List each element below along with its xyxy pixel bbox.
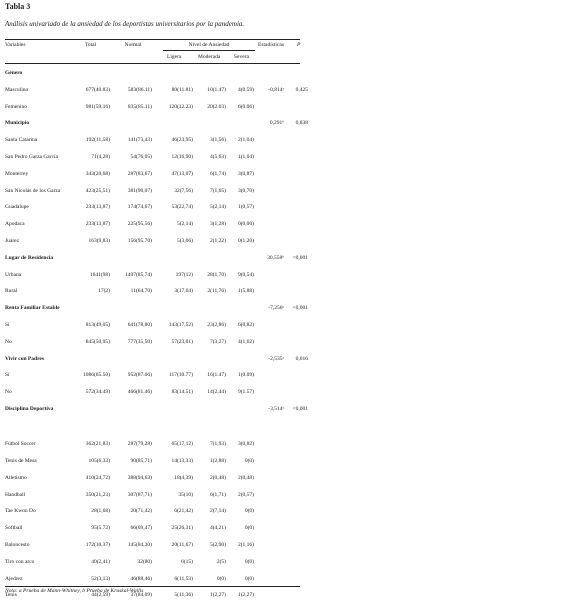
- row-total-4: 192(11,58): [85, 137, 110, 144]
- row-ligera-29: 6(15): [181, 558, 193, 565]
- row-severa-4: 2(1,04): [237, 137, 254, 144]
- row-total-2: 981(59.16): [85, 103, 110, 110]
- row-total-8: 233(13,87): [85, 204, 110, 211]
- row-normal-15: 641(78,80): [127, 322, 152, 328]
- row-severa-27: 0(0): [244, 525, 254, 532]
- row-ligera-28: 20(11,67): [171, 542, 193, 549]
- row-normal-7: 381(90,07): [127, 187, 152, 194]
- row-severa-15: 6(0,82): [237, 322, 254, 328]
- row-total-27: 95(5.72): [91, 525, 110, 532]
- row-moderada-22: 7(1,93): [209, 441, 226, 448]
- row-ligera-1: 80(11.81): [171, 86, 193, 93]
- row-normal-16: 777(35,50): [127, 338, 152, 345]
- row-ligera-4: 46(23,95): [171, 137, 193, 144]
- row-ligera-8: 53(22,74): [171, 204, 193, 211]
- group-stat-17: -2,535ᵃ: [268, 355, 284, 362]
- row-label-13: Rural: [5, 288, 18, 295]
- row-moderada-2: 20(2.03): [207, 103, 226, 110]
- row-p-1: 0,425: [295, 86, 308, 93]
- row-ligera-18: 117(10.77): [168, 372, 193, 379]
- row-stat-1: -0,814ᵃ: [268, 86, 284, 93]
- group-label-11: Lugar de Residencia: [5, 254, 54, 261]
- row-label-25: Handball: [5, 491, 26, 498]
- row-severa-25: 2(0,57): [237, 491, 254, 498]
- row-total-25: 350(21,23): [85, 491, 110, 498]
- row-severa-30: 0(0): [244, 575, 254, 582]
- row-label-28: Baloncesto: [5, 542, 30, 549]
- row-ligera-2: 120(12.23): [168, 103, 193, 110]
- row-normal-28: 145(84,30): [127, 542, 152, 549]
- row-normal-2: 835(85.11): [127, 103, 152, 110]
- row-label-10: Juárez: [5, 238, 20, 244]
- row-moderada-10: 2(1,22): [209, 238, 226, 244]
- row-severa-29: 0(0): [244, 558, 254, 565]
- group-p-11: <0,001: [292, 254, 308, 261]
- row-normal-30: 46(88,46): [130, 575, 152, 582]
- group-label-17: Vivir con Padres: [5, 355, 45, 362]
- row-severa-1: 4(0.59): [237, 86, 254, 93]
- table-caption: Análisis univariado de la ansiedad de los deportistas universitarios por la pandemia.: [5, 20, 245, 28]
- row-total-29: 40(2,41): [91, 558, 110, 565]
- row-normal-6: 287(83,67): [127, 170, 152, 177]
- row-moderada-1: 10(1.47): [207, 86, 226, 93]
- group-label-3: Municipio: [5, 120, 30, 127]
- row-severa-8: 1(0,57): [237, 204, 254, 211]
- row-label-5: San Pedro Garza García: [5, 154, 58, 160]
- group-stat-20: -3,514ᵃ: [268, 406, 284, 412]
- row-severa-26: 0(0): [244, 508, 254, 515]
- header-normal: Normal: [124, 42, 142, 48]
- row-moderada-8: 5(2,14): [209, 204, 226, 211]
- row-label-9: Apodaca: [5, 221, 25, 228]
- row-normal-13: 11(64,70): [130, 288, 152, 295]
- row-normal-24: 388(94,63): [127, 474, 152, 481]
- nivel-rule: [163, 50, 255, 51]
- row-normal-8: 174(74,67): [127, 204, 152, 211]
- row-severa-31: 1(2,27): [237, 592, 254, 599]
- row-severa-13: 1(5,88): [237, 288, 254, 295]
- row-total-15: 813(49,05): [85, 322, 110, 328]
- row-severa-19: 9(1.57): [237, 389, 254, 396]
- top-rule: [5, 39, 300, 40]
- row-severa-16: 4(1,62): [237, 338, 254, 345]
- group-p-20: <0,001: [292, 406, 308, 412]
- row-normal-26: 20(71,42): [130, 508, 152, 515]
- row-normal-10: 156(95.70): [127, 238, 152, 244]
- row-total-23: 105(6,33): [88, 458, 110, 465]
- bottom-rule: [5, 586, 300, 587]
- table-label: Tabla 3: [5, 2, 31, 11]
- row-ligera-7: 32(7,56): [174, 187, 193, 194]
- row-total-6: 343(20,68): [85, 170, 110, 177]
- row-total-26: 28(1,68): [91, 508, 110, 515]
- row-severa-28: 2(1,16): [237, 542, 254, 549]
- row-moderada-5: 4(5,63): [209, 154, 226, 160]
- header-total: Total: [84, 42, 97, 48]
- row-moderada-12: 28(1,70): [207, 271, 226, 278]
- row-ligera-13: 3(17,64): [174, 288, 193, 295]
- row-label-1: Masculino: [5, 86, 29, 93]
- header-estadisticas: Estadísticas: [258, 42, 284, 48]
- row-total-18: 1086(65.50): [82, 372, 110, 379]
- row-total-13: 17(2): [98, 288, 110, 295]
- row-moderada-13: 2(11,76): [207, 288, 226, 295]
- row-label-26: Tae Kwon Do: [5, 508, 36, 515]
- row-severa-7: 3(0,70): [237, 187, 254, 194]
- row-severa-24: 2(0,48): [237, 474, 254, 481]
- row-normal-12: 1407(85,74): [124, 271, 152, 278]
- row-label-24: Atletismo: [5, 474, 27, 481]
- group-label-14: Renta Familiar Estable: [5, 305, 60, 312]
- header-moderada: Moderada: [198, 54, 221, 60]
- row-ligera-27: 25(26,31): [171, 525, 193, 532]
- header-ligera: Ligera: [167, 54, 182, 60]
- row-label-27: Softball: [5, 525, 23, 532]
- row-label-19: No: [5, 389, 12, 396]
- group-stat-11: 30,558ᵇ: [267, 254, 284, 261]
- row-severa-23: 0(0): [244, 458, 254, 465]
- header-nivel: Nivel de Ansiedad: [188, 42, 230, 48]
- row-moderada-15: 23(2,86): [207, 322, 226, 328]
- group-p-17: 0,016: [295, 355, 308, 362]
- group-label-0: Género: [5, 70, 23, 76]
- row-label-8: Guadalupe: [5, 204, 29, 211]
- row-ligera-30: 6(11,53): [174, 575, 193, 582]
- row-ligera-6: 47(13,07): [171, 170, 193, 177]
- row-moderada-4: 3(1,56): [209, 137, 226, 144]
- row-moderada-30: 0(0): [216, 575, 226, 582]
- row-ligera-31: 5(11,36): [174, 592, 193, 599]
- row-label-15: Sí: [5, 322, 10, 328]
- row-severa-22: 3(0,82): [237, 441, 254, 448]
- row-normal-19: 466(81.46): [127, 389, 152, 396]
- row-label-29: Tiro con arco: [5, 558, 35, 565]
- row-normal-18: 952(87.66): [127, 372, 152, 379]
- row-label-6: Monterrey: [5, 170, 29, 177]
- row-label-22: Fútbol Soccer: [5, 441, 36, 448]
- row-label-31: Tenis: [5, 592, 17, 599]
- header-severa: Severa: [234, 54, 249, 60]
- row-moderada-9: 3(1,28): [209, 221, 226, 228]
- row-ligera-26: 6(21,42): [174, 508, 193, 515]
- row-label-18: Sí: [5, 372, 10, 379]
- row-severa-5: 1(1,04): [237, 154, 254, 160]
- row-label-4: Santa Catarina: [5, 137, 38, 144]
- group-p-3: 0,838: [295, 120, 308, 127]
- row-moderada-31: 1(2,27): [209, 592, 226, 599]
- header-bottom-rule: [5, 63, 300, 64]
- row-total-9: 233(13,87): [85, 221, 110, 228]
- row-moderada-26: 2(7,14): [209, 508, 226, 515]
- row-total-28: 172(10,37): [85, 542, 110, 549]
- row-normal-4: 141(73,43): [127, 137, 152, 144]
- header-p: P: [297, 42, 301, 48]
- row-moderada-28: 5(2,90): [209, 542, 226, 549]
- row-total-5: 71(4,28): [91, 154, 110, 160]
- row-normal-25: 307(87,71): [127, 491, 152, 498]
- group-p-14: <0,001: [292, 305, 308, 312]
- row-total-30: 52(3,13): [91, 575, 110, 582]
- group-label-20: Disciplina Deportiva: [5, 406, 54, 412]
- row-total-16: 845(50,95): [85, 338, 110, 345]
- row-moderada-24: 2(0,48): [209, 474, 226, 481]
- row-label-23: Tenis de Mesa: [5, 458, 37, 465]
- row-moderada-16: 7(3,27): [209, 338, 226, 345]
- row-label-7: San Nicolás de los Garza: [5, 187, 61, 194]
- row-total-12: 1641(98): [89, 271, 110, 278]
- row-ligera-19: 83(14.51): [171, 389, 193, 396]
- row-ligera-25: 35(10): [178, 491, 193, 498]
- row-normal-27: 66(69,47): [130, 525, 152, 532]
- row-moderada-7: 7(1,65): [209, 187, 226, 194]
- row-severa-6: 3(0,87): [237, 170, 254, 177]
- row-normal-23: 90(85,71): [130, 458, 152, 465]
- row-normal-29: 32(80): [137, 558, 152, 565]
- row-total-19: 572(34.49): [85, 389, 110, 396]
- row-normal-5: 54(76,05): [130, 154, 152, 160]
- row-severa-12: 9(0,54): [237, 271, 254, 278]
- row-severa-10: 0(1,20): [237, 238, 254, 244]
- row-moderada-29: 2(5): [216, 558, 226, 565]
- row-normal-31: 37(84,09): [130, 592, 152, 599]
- row-moderada-6: 6(1,74): [209, 170, 226, 177]
- row-ligera-23: 14(13,33): [171, 458, 193, 465]
- table-note: Nota: a Prueba de Mann-Whitney, b Prueba de Kruskal-Wallis: [5, 588, 144, 594]
- row-total-31: 44(2,59): [91, 592, 110, 599]
- row-ligera-22: 65(17,12): [171, 441, 193, 448]
- row-moderada-18: 16(1.47): [207, 372, 226, 379]
- row-ligera-9: 5(2,14): [176, 221, 193, 228]
- row-severa-18: 1(0.09): [237, 372, 254, 379]
- row-ligera-12: 197(12): [175, 271, 193, 278]
- row-moderada-25: 6(1,71): [209, 491, 226, 498]
- row-label-12: Urbana: [5, 271, 22, 278]
- row-ligera-10: 5(3,06): [176, 238, 193, 244]
- row-total-7: 423(25,51): [85, 187, 110, 194]
- row-total-1: 677(40.83): [85, 86, 110, 93]
- row-severa-2: 6(0.06): [237, 103, 254, 110]
- row-label-30: Ajedrez: [5, 575, 23, 582]
- row-normal-22: 287(79,28): [127, 441, 152, 448]
- row-normal-1: 583(86.11): [127, 86, 152, 93]
- row-ligera-16: 57(23,01): [171, 338, 193, 345]
- row-moderada-19: 14(2.44): [207, 389, 226, 396]
- row-total-22: 362(21,83): [85, 441, 110, 448]
- row-moderada-27: 4(4,21): [209, 525, 226, 532]
- row-ligera-5: 12(16,90): [171, 154, 193, 160]
- row-label-16: No: [5, 338, 12, 345]
- group-stat-14: -7,256ᵃ: [268, 305, 284, 312]
- row-normal-9: 225(95,56): [127, 221, 152, 228]
- row-ligera-15: 143(17,52): [168, 322, 193, 328]
- row-moderada-23: 1(2,88): [209, 458, 226, 465]
- header-variables: Variables: [5, 42, 26, 48]
- group-stat-3: 0,291ᵇ: [269, 120, 284, 127]
- row-label-2: Femenino: [5, 103, 27, 110]
- row-severa-9: 0(0,00): [237, 221, 254, 228]
- row-total-10: 163(9,83): [88, 238, 110, 244]
- row-ligera-24: 18(4,39): [174, 474, 193, 481]
- row-total-24: 410(24,72): [85, 474, 110, 481]
